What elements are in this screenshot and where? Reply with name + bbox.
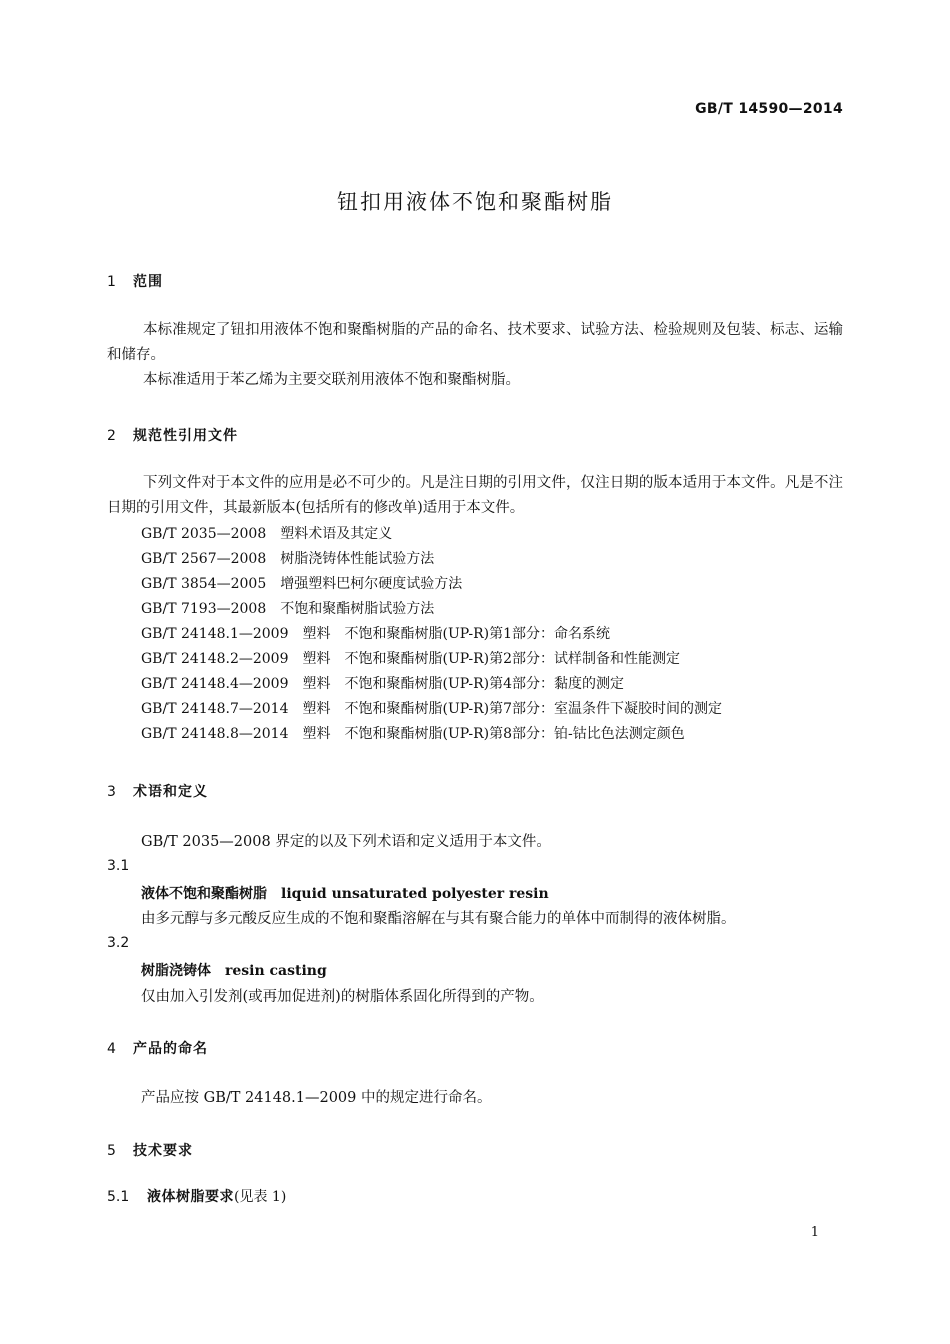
paragraph: 本标准适用于苯乙烯为主要交联剂用液体不饱和聚酯树脂。 [143, 372, 520, 388]
section-number: 1 [107, 274, 117, 290]
section-number: 2 [107, 428, 117, 444]
section-3-intro: GB/T 2035—2008 界定的以及下列术语和定义适用于本文件。 [141, 834, 551, 850]
reference-item: GB/T 24148.2—2009 塑料 不饱和聚酯树脂(UP-R)第2部分：试样制备和性能测定 [141, 651, 681, 667]
subsection-title: 液体树脂要求 [147, 1189, 234, 1205]
section-title: 技术要求 [133, 1143, 193, 1159]
section-2-intro [107, 471, 843, 521]
clause-number: 3.2 [107, 935, 130, 951]
section-1-heading [107, 271, 163, 291]
term-definition: 仅由加入引发剂(或再加促进剂)的树脂体系固化所得到的产物。 [141, 989, 544, 1005]
reference-item: GB/T 2567—2008 树脂浇铸体性能试验方法 [141, 551, 435, 567]
reference-item: GB/T 24148.8—2014 塑料 不饱和聚酯树脂(UP-R)第8部分：铂-钴比色法测定颜色 [141, 726, 685, 742]
subsection-note: (见表 1) [234, 1189, 287, 1205]
document-title: 钮扣用液体不饱和聚酯树脂 [337, 190, 613, 214]
section-1-body [107, 318, 843, 393]
paragraph: 本标准规定了钮扣用液体不饱和聚酯树脂的产品的命名、技术要求、试验方法、检验规则及包装、标志、运输和储存。 [107, 322, 843, 363]
section-title: 术语和定义 [133, 784, 208, 800]
page-number: 1 [810, 1225, 819, 1240]
section-title: 范围 [133, 274, 163, 290]
clause-number: 3.1 [107, 858, 130, 874]
section-number: 5 [107, 1143, 117, 1159]
reference-item: GB/T 24148.1—2009 塑料 不饱和聚酯树脂(UP-R)第1部分：命名系统 [141, 626, 611, 642]
term-heading: 液体不饱和聚酯树脂 liquid unsaturated polyester resin [141, 886, 549, 902]
standard-number: GB/T 14590—2014 [695, 101, 843, 117]
paragraph: 下列文件对于本文件的应用是必不可少的。凡是注日期的引用文件，仅注日期的版本适用于本文件。凡是不注日期的引用文件，其最新版本(包括所有的修改单)适用于本文件。 [107, 475, 843, 516]
reference-item: GB/T 24148.7—2014 塑料 不饱和聚酯树脂(UP-R)第7部分：室温条件下凝胶时间的测定 [141, 701, 723, 717]
reference-item: GB/T 24148.4—2009 塑料 不饱和聚酯树脂(UP-R)第4部分：黏度的测定 [141, 676, 625, 692]
subsection-5-1 [107, 1186, 286, 1206]
section-number: 4 [107, 1041, 117, 1057]
reference-list [141, 522, 722, 747]
section-number: 3 [107, 784, 117, 800]
section-4-heading [107, 1038, 208, 1058]
section-5-heading [107, 1140, 193, 1160]
reference-item: GB/T 3854—2005 增强塑料巴柯尔硬度试验方法 [141, 576, 463, 592]
section-title: 产品的命名 [133, 1041, 208, 1057]
term-definition: 由多元醇与多元酸反应生成的不饱和聚酯溶解在与其有聚合能力的单体中而制得的液体树脂。 [141, 911, 736, 927]
term-heading: 树脂浇铸体 resin casting [141, 963, 327, 979]
reference-item: GB/T 2035—2008 塑料术语及其定义 [141, 526, 393, 542]
section-title: 规范性引用文件 [133, 428, 238, 444]
subsection-number: 5.1 [107, 1189, 130, 1205]
section-2-heading [107, 425, 238, 445]
section-3-heading [107, 781, 208, 801]
reference-item: GB/T 7193—2008 不饱和聚酯树脂试验方法 [141, 601, 435, 617]
section-4-text: 产品应按 GB/T 24148.1—2009 中的规定进行命名。 [141, 1090, 492, 1106]
